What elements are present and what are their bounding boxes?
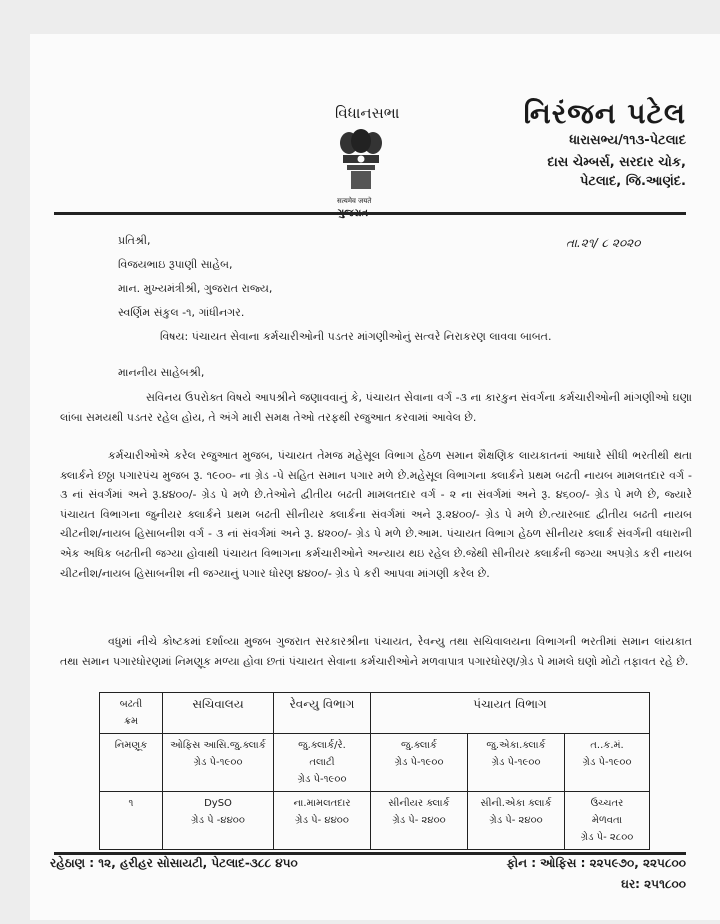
row2-revenue: ના.મામલતદાર ગ્રેડ પે- ૪૪૦૦ bbox=[274, 792, 371, 850]
letter-date: તા.૨૧/ ૮ ૨૦૨૦ bbox=[566, 236, 641, 250]
letter-subject: વિષય: પંચાયત સેવાના કર્મચારીઓની પડતર માંગણીઓનું સત્વરે નિરાકરણ લાવવા બાબત. bbox=[160, 330, 552, 343]
footer-home-phone: ઘર: ૨૫૧૮૦૦ bbox=[621, 877, 686, 891]
sender-designation: ધારાસભ્ય/૧૧૩-પેટલાદ bbox=[569, 133, 686, 148]
row1-panchayat-accounts-clerk: જુ.એકા.ક્લાર્ક ગ્રેડ પે-૧૯૦૦ bbox=[468, 734, 565, 792]
row1-promotion: નિમણૂક bbox=[100, 734, 163, 792]
body-paragraph-1: સવિનય ઉપરોક્ત વિષયે આપશ્રીને જણાવવાનું કે, પંચાયત સેવાના વર્ગ -૩ ના કારકુન સંવર્ગના કર્મચારીઓની માંગણીઓ ઘણા લાંબા સમયથી પડતર રહેલ હોય, તે અંગે મારી સમક્ષ તેઓ તરફથી રજુઆત કરવામાં આવેલ છે. bbox=[60, 391, 692, 424]
row1-panchayat-talati: ત..ક.મં. ગ્રેડ પે-૧૯૦૦ bbox=[565, 734, 650, 792]
row2-promotion: ૧ bbox=[100, 792, 163, 850]
row2-panchayat-higher-grade: ઉચ્ચતર મેળવતા ગ્રેડ પે- ૨૮૦૦ bbox=[565, 792, 650, 850]
footer-divider bbox=[54, 852, 686, 855]
row2-panchayat-senior-clerk: સીનીયર ક્લાર્ક ગ્રેડ પે- ૨૪૦૦ bbox=[371, 792, 468, 850]
assembly-label: વિધાનસભા bbox=[335, 104, 400, 122]
table-row bbox=[100, 734, 650, 792]
recipient-salutation: પ્રતિશ્રી, bbox=[118, 234, 151, 247]
row2-secretariat: DySO ગ્રેડ પે -૪૪૦૦ bbox=[163, 792, 274, 850]
sender-address-line2: પેટલાદ, જિ.આણંદ. bbox=[580, 174, 686, 189]
state-emblem-icon bbox=[335, 125, 387, 197]
row1-secretariat: ઓફિસ આસિ.જુ.ક્લાર્ક ગ્રેડ પે-૧૯૦૦ bbox=[163, 734, 274, 792]
recipient-office: સ્વર્ણિમ સંકુલ -૧, ગાંધીનગર. bbox=[118, 306, 245, 319]
sender-address-line1: દાસ ચેમ્બર્સ, સરદાર ચોક, bbox=[547, 155, 686, 170]
body-paragraph-2: કર્મચારીઓએ કરેલ રજુઆત મુજબ, પંચાયત તેમજ મહેસૂલ વિભાગ હેઠળ સમાન શૈક્ષણિક લાયકાતનાં આધારે સીધી ભરતીથી થતા ક્લાર્કને છઠ્ઠા પગારપંચ મુજબ રૂ. ૧૯૦૦- ના ગ્રેડ -પે સહિત સમાન પગાર મળે છે.મહેસૂલ વિભાગના ક્લાર્કને પ્રથમ બઢતી નાયબ મામલતદાર વર્ગ - ૩ નાં સંવર્ગમાં અને રૂ.૪૪૦૦/- ગ્રેડ પે મળે છે.તેઓને દ્વીતીય બઢતી મામલતદાર વર્ગ - ૨ ના સંવર્ગમાં અને રૂ. ૪૬૦૦/- ગ્રેડ પે મળે છે, જ્યારે પંચાયત વિભાગના જુનીયર ક્લાર્કને પ્રથમ બઢતી સીનીયર ક્લાર્કના સંવર્ગમાં અને રૂ.૨૪૦૦/- ગ્રેડ પે મળે છે.ત્યારબાદ દ્વીતીય બઢતી નાયબ ચીટનીશ/નાયબ હિસાબનીશ વર્ગ - ૩ નાં સંવર્ગમાં અને રૂ. ૪૨૦૦/- ગ્રેડ પે મળે છે.આમ. પંચાયત વિભાગ હેઠળ સીનીયર ક્લાર્ક સંવર્ગની વધારાની એક અધિક બઢતીની જગ્યા હોવાથી પંચાયત વિભાગના કર્મચારીઓને અન્યાય થઇ રહેલ છે.જેથી સીનીયર ક્લાર્કની જગ્યા અપગ્રેડ કરી નાયબ ચીટનીશ/નાયબ હિસાબનીશ ની જગ્યાનું પગાર ધોરણ ૪૪૦૦/- ગ્રેડ પે કરી આપવા માંગણી કરેલ છે. bbox=[60, 449, 692, 580]
recipient-title: માન. મુખ્યમંત્રીશ્રી, ગુજરાત રાજ્ય, bbox=[118, 282, 273, 295]
header-divider bbox=[54, 212, 686, 215]
row1-panchayat-clerk: જુ.ક્લાર્ક ગ્રેડ પે-૧૯૦૦ bbox=[371, 734, 468, 792]
table-header-row bbox=[100, 693, 650, 734]
footer-phone: ફોન : ઓફિસ : ૨૨૫૯૭૦, ૨૨૫૮૦૦ bbox=[506, 856, 686, 870]
row2-panchayat-senior-accounts-clerk: સીની.એકા ક્લાર્ક ગ્રેડ પે- ૨૪૦૦ bbox=[468, 792, 565, 850]
header-panchayat: પંચાયત વિભાગ bbox=[371, 693, 650, 734]
header-promotion: બઢતી ક્રમ bbox=[100, 693, 163, 734]
sender-name: નિરંજન પટેલ bbox=[523, 97, 686, 130]
recipient-name: વિજયભાઇ રૂપાણી સાહેબ, bbox=[118, 258, 233, 271]
row1-revenue: જુ.ક્લાર્ક/રે. તલાટી ગ્રેડ પે-૧૯૦૦ bbox=[274, 734, 371, 792]
table-row bbox=[100, 792, 650, 850]
letter-greeting: માનનીય સાહેબશ્રી, bbox=[118, 366, 205, 379]
body-paragraph-3: વધુમાં નીચે કોષ્ટકમાં દર્શાવ્યા મુજબ ગુજરાત સરકારશ્રીના પંચાયત, રેવન્યુ તથા સચિવાલયના વિભાગની ભરતીમાં સમાન લાંયકાત તથા સમાન પગારધોરણમાં નિમણૂક મળ્યા હોવા છતાં પંચાયત સેવાના કર્મચારીઓને મળવાપાત્ર પગારધોરણ/ગ્રેડ પે મામલે ઘણો મોટો તફાવત રહે છે. bbox=[60, 635, 692, 668]
footer-residence: રહેઠાણ : ૧૨, હરીહર સોસાયટી, પેટલાદ-૩૮૮ ૪૫૦ bbox=[50, 856, 298, 870]
pay-comparison-table bbox=[99, 692, 650, 850]
emblem-motto: सत्यमेव जयते bbox=[337, 197, 372, 205]
header-revenue: રેવન્યુ વિભાગ bbox=[274, 693, 371, 734]
header-secretariat: સચિવાલય bbox=[163, 693, 274, 734]
